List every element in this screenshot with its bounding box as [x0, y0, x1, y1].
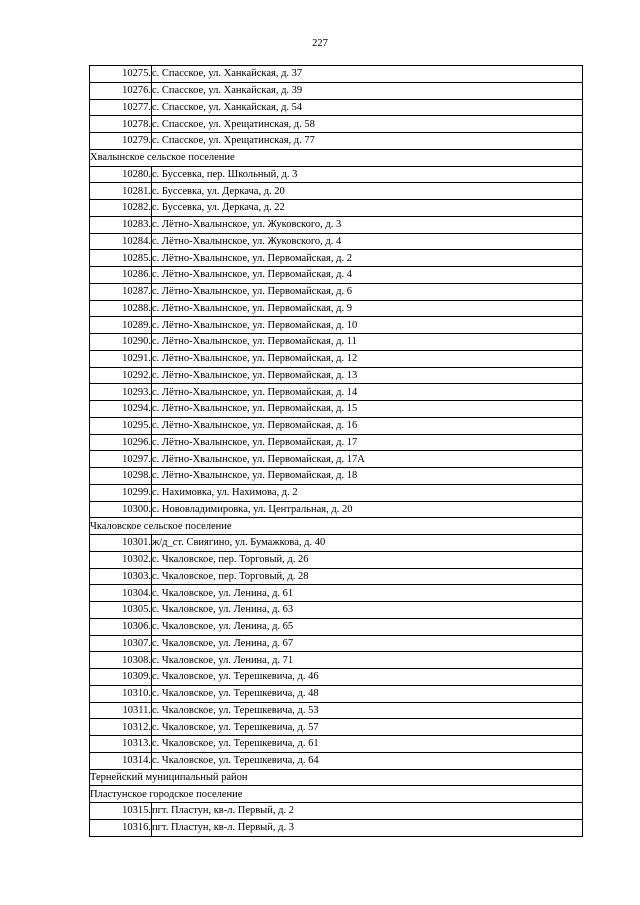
table-row [90, 602, 583, 619]
row-number: 10297. [90, 451, 152, 468]
address-cell: с. Лётно-Хвалынское, ул. Первомайская, д. 17А [152, 451, 583, 468]
address-table-body [90, 66, 583, 837]
row-number: 10289. [90, 317, 152, 334]
table-row [90, 166, 583, 183]
section-heading: Пластунское городское поселение [90, 786, 583, 803]
address-cell: с. Чкаловское, ул. Ленина, д. 67 [152, 635, 583, 652]
address-cell: с. Чкаловское, ул. Ленина, д. 61 [152, 585, 583, 602]
row-number: 10312. [90, 719, 152, 736]
address-cell: с. Лётно-Хвалынское, ул. Первомайская, д. 18 [152, 468, 583, 485]
row-number: 10311. [90, 702, 152, 719]
row-number: 10300. [90, 501, 152, 518]
table-row [90, 685, 583, 702]
row-number: 10302. [90, 551, 152, 568]
table-row [90, 803, 583, 820]
table-row [90, 434, 583, 451]
address-cell: с. Чкаловское, ул. Терешкевича, д. 57 [152, 719, 583, 736]
address-cell: с. Чкаловское, пер. Торговый, д. 28 [152, 568, 583, 585]
row-number: 10305. [90, 602, 152, 619]
address-cell: с. Спасское, ул. Хрещатинская, д. 77 [152, 133, 583, 150]
row-number: 10306. [90, 618, 152, 635]
address-cell: с. Лётно-Хвалынское, ул. Первомайская, д. 12 [152, 350, 583, 367]
address-cell: с. Спасское, ул. Ханкайская, д. 54 [152, 99, 583, 116]
address-cell: с. Лётно-Хвалынское, ул. Жуковского, д. 4 [152, 233, 583, 250]
row-number: 10299. [90, 484, 152, 501]
row-number: 10279. [90, 133, 152, 150]
row-number: 10288. [90, 300, 152, 317]
table-row [90, 183, 583, 200]
table-row [90, 200, 583, 217]
table-row [90, 819, 583, 836]
address-cell: с. Спасское, ул. Хрещатинская, д. 58 [152, 116, 583, 133]
address-cell: с. Буссевка, ул. Деркача, д. 22 [152, 200, 583, 217]
row-number: 10304. [90, 585, 152, 602]
address-cell: с. Лётно-Хвалынское, ул. Первомайская, д. 15 [152, 401, 583, 418]
table-row [90, 535, 583, 552]
table-row [90, 484, 583, 501]
page-number: 227 [312, 38, 328, 49]
address-cell: с. Лётно-Хвалынское, ул. Первомайская, д. 2 [152, 250, 583, 267]
table-row [90, 133, 583, 150]
address-cell: с. Лётно-Хвалынское, ул. Первомайская, д. 17 [152, 434, 583, 451]
table-row [90, 417, 583, 434]
row-number: 10276. [90, 82, 152, 99]
row-number: 10295. [90, 417, 152, 434]
row-number: 10314. [90, 752, 152, 769]
section-row [90, 786, 583, 803]
row-number: 10292. [90, 367, 152, 384]
address-cell: с. Чкаловское, ул. Ленина, д. 65 [152, 618, 583, 635]
table-row [90, 618, 583, 635]
table-row [90, 585, 583, 602]
section-row [90, 149, 583, 166]
table-row [90, 719, 583, 736]
table-row [90, 233, 583, 250]
address-table [89, 65, 583, 837]
row-number: 10313. [90, 736, 152, 753]
row-number: 10310. [90, 685, 152, 702]
address-cell: пгт. Пластун, кв-л. Первый, д. 2 [152, 803, 583, 820]
address-cell: с. Чкаловское, пер. Торговый, д. 26 [152, 551, 583, 568]
address-cell: с. Лётно-Хвалынское, ул. Жуковского, д. 3 [152, 216, 583, 233]
address-cell: с. Чкаловское, ул. Терешкевича, д. 48 [152, 685, 583, 702]
row-number: 10301. [90, 535, 152, 552]
section-heading: Хвалынское сельское поселение [90, 149, 583, 166]
row-number: 10307. [90, 635, 152, 652]
table-row [90, 216, 583, 233]
table-row [90, 752, 583, 769]
table-row [90, 451, 583, 468]
row-number: 10308. [90, 652, 152, 669]
row-number: 10280. [90, 166, 152, 183]
table-row [90, 702, 583, 719]
address-cell: пгт. Пластун, кв-л. Первый, д. 3 [152, 819, 583, 836]
table-row [90, 468, 583, 485]
row-number: 10277. [90, 99, 152, 116]
table-row [90, 736, 583, 753]
table-row [90, 652, 583, 669]
address-cell: с. Буссевка, ул. Деркача, д. 20 [152, 183, 583, 200]
table-row [90, 317, 583, 334]
row-number: 10278. [90, 116, 152, 133]
address-cell: с. Чкаловское, ул. Ленина, д. 63 [152, 602, 583, 619]
table-row [90, 669, 583, 686]
row-number: 10287. [90, 283, 152, 300]
row-number: 10296. [90, 434, 152, 451]
row-number: 10291. [90, 350, 152, 367]
row-number: 10309. [90, 669, 152, 686]
address-cell: с. Лётно-Хвалынское, ул. Первомайская, д. 16 [152, 417, 583, 434]
table-row [90, 501, 583, 518]
row-number: 10293. [90, 384, 152, 401]
section-row [90, 518, 583, 535]
table-row [90, 267, 583, 284]
address-cell: с. Буссевка, пер. Школьный, д. 3 [152, 166, 583, 183]
table-row [90, 300, 583, 317]
section-heading: Тернейский муниципальный район [90, 769, 583, 786]
row-number: 10294. [90, 401, 152, 418]
address-cell: с. Лётно-Хвалынское, ул. Первомайская, д. 11 [152, 334, 583, 351]
section-row [90, 769, 583, 786]
table-row [90, 116, 583, 133]
row-number: 10282. [90, 200, 152, 217]
address-cell: с. Лётно-Хвалынское, ул. Первомайская, д. 4 [152, 267, 583, 284]
table-row [90, 350, 583, 367]
table-row [90, 401, 583, 418]
row-number: 10281. [90, 183, 152, 200]
address-cell: с. Чкаловское, ул. Терешкевича, д. 64 [152, 752, 583, 769]
address-cell: с. Лётно-Хвалынское, ул. Первомайская, д. 9 [152, 300, 583, 317]
table-row [90, 551, 583, 568]
row-number: 10286. [90, 267, 152, 284]
table-row [90, 99, 583, 116]
row-number: 10316. [90, 819, 152, 836]
row-number: 10298. [90, 468, 152, 485]
row-number: 10285. [90, 250, 152, 267]
row-number: 10283. [90, 216, 152, 233]
address-cell: с. Лётно-Хвалынское, ул. Первомайская, д. 14 [152, 384, 583, 401]
row-number: 10303. [90, 568, 152, 585]
address-cell: с. Спасское, ул. Ханкайская, д. 39 [152, 82, 583, 99]
address-cell: с. Лётно-Хвалынское, ул. Первомайская, д. 10 [152, 317, 583, 334]
table-row [90, 334, 583, 351]
table-row [90, 82, 583, 99]
table-row [90, 384, 583, 401]
address-cell: с. Нахимовка, ул. Нахимова, д. 2 [152, 484, 583, 501]
row-number: 10290. [90, 334, 152, 351]
table-row [90, 367, 583, 384]
address-cell: с. Чкаловское, ул. Ленина, д. 71 [152, 652, 583, 669]
address-cell: с. Лётно-Хвалынское, ул. Первомайская, д. 13 [152, 367, 583, 384]
address-cell: с. Чкаловское, ул. Терешкевича, д. 53 [152, 702, 583, 719]
table-row [90, 66, 583, 83]
table-row [90, 568, 583, 585]
row-number: 10275. [90, 66, 152, 83]
table-row [90, 283, 583, 300]
address-cell: с. Нововладимировка, ул. Центральная, д. 20 [152, 501, 583, 518]
table-row [90, 250, 583, 267]
address-cell: ж/д_ст. Свиягино, ул. Бумажкова, д. 40 [152, 535, 583, 552]
row-number: 10284. [90, 233, 152, 250]
section-heading: Чкаловское сельское поселение [90, 518, 583, 535]
address-cell: с. Спасское, ул. Ханкайская, д. 37 [152, 66, 583, 83]
address-cell: с. Чкаловское, ул. Терешкевича, д. 61 [152, 736, 583, 753]
address-cell: с. Лётно-Хвалынское, ул. Первомайская, д. 6 [152, 283, 583, 300]
row-number: 10315. [90, 803, 152, 820]
table-row [90, 635, 583, 652]
address-cell: с. Чкаловское, ул. Терешкевича, д. 46 [152, 669, 583, 686]
